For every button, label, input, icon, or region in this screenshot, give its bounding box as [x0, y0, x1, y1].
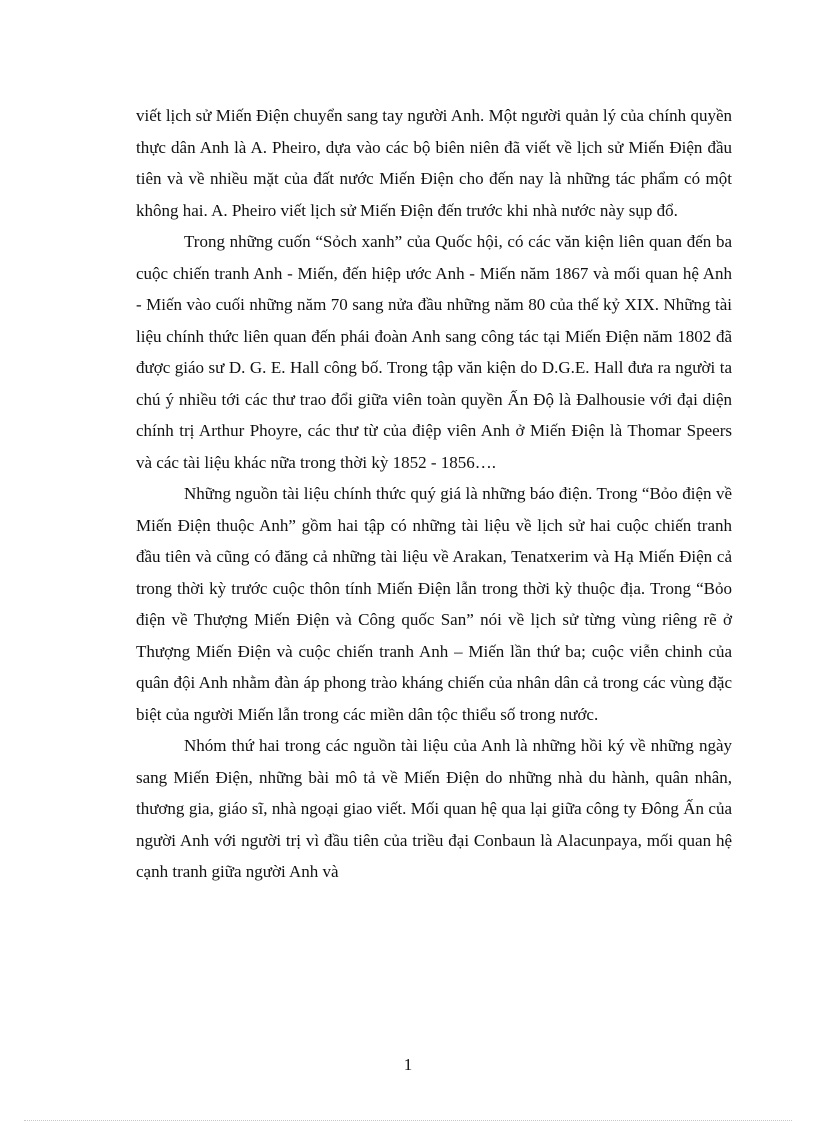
paragraph-4: Nhóm thứ hai trong các nguồn tài liệu của Anh là những hồi ký về những ngày sang Miến Điện, những bài mô tả về Miến Điện do những nhà du hành, quân nhân, thương gia, giáo sĩ, nhà ngoại giao viết. Mối quan hệ qua lại giữa công ty Đông Ấn của người Anh với người trị vì đầu tiên của triều đại Conbaun là Alacunpaya, mối quan hệ cạnh tranh giữa người Anh và	[136, 736, 732, 881]
page-number: 1	[403, 1055, 413, 1074]
body-text	[136, 100, 732, 888]
paragraph-1: viết lịch sử Miến Điện chuyển sang tay người Anh. Một người quản lý của chính quyền thực dân Anh là A. Pheiro, dựa vào các bộ biên niên đã viết về lịch sử Miến Điện đầu tiên và về nhiều mặt của đất nước Miến Điện cho đến nay là những tác phẩm có một không hai. A. Pheiro viết lịch sử Miến Điện đến trước khi nhà nước này sụp đổ.	[136, 106, 732, 220]
page-bottom-divider	[24, 1120, 792, 1121]
paragraph-2: Trong những cuốn “Sỏch xanh” của Quốc hội, có các văn kiện liên quan đến ba cuộc chiến tranh Anh - Miến, đến hiệp ước Anh - Miến năm 1867 và mối quan hệ Anh - Miến vào cuối những năm 70 sang nửa đầu những năm 80 của thế kỷ XIX. Những tài liệu chính thức liên quan đến phái đoàn Anh sang công tác tại Miến Điện năm 1802 đã được giáo sư D. G. E. Hall công bố. Trong tập văn kiện do D.G.E. Hall đưa ra người ta chú ý nhiều tới các thư trao đổi giữa viên toàn quyền Ấn Độ là Đalhousie với đại diện chính trị Arthur Phoyre, các thư từ của điệp viên Anh ở Miến Điện là Thomar Speers và các tài liệu khác nữa trong thời kỳ 1852 - 1856….	[136, 232, 732, 472]
paragraph-3: Những nguồn tài liệu chính thức quý giá là những báo điện. Trong “Bỏo điện về Miến Điện thuộc Anh” gồm hai tập có những tài liệu về lịch sử hai cuộc chiến tranh đầu tiên và cũng có đăng cả những tài liệu về Arakan, Tenatxerim và Hạ Miến Điện cả trong thời kỳ trước cuộc thôn tính Miến Điện lẫn trong thời kỳ thuộc địa. Trong “Bỏo điện về Thượng Miến Điện và Công quốc San” nói về lịch sử từng vùng riêng rẽ ở Thượng Miến Điện và cuộc chiến tranh Anh – Miến lần thứ ba; cuộc viễn chinh của quân đội Anh nhằm đàn áp phong trào kháng chiến của nhân dân cả trong các vùng đặc biệt của người Miến lẫn trong các miền dân tộc thiểu số trong nước.	[136, 484, 732, 724]
